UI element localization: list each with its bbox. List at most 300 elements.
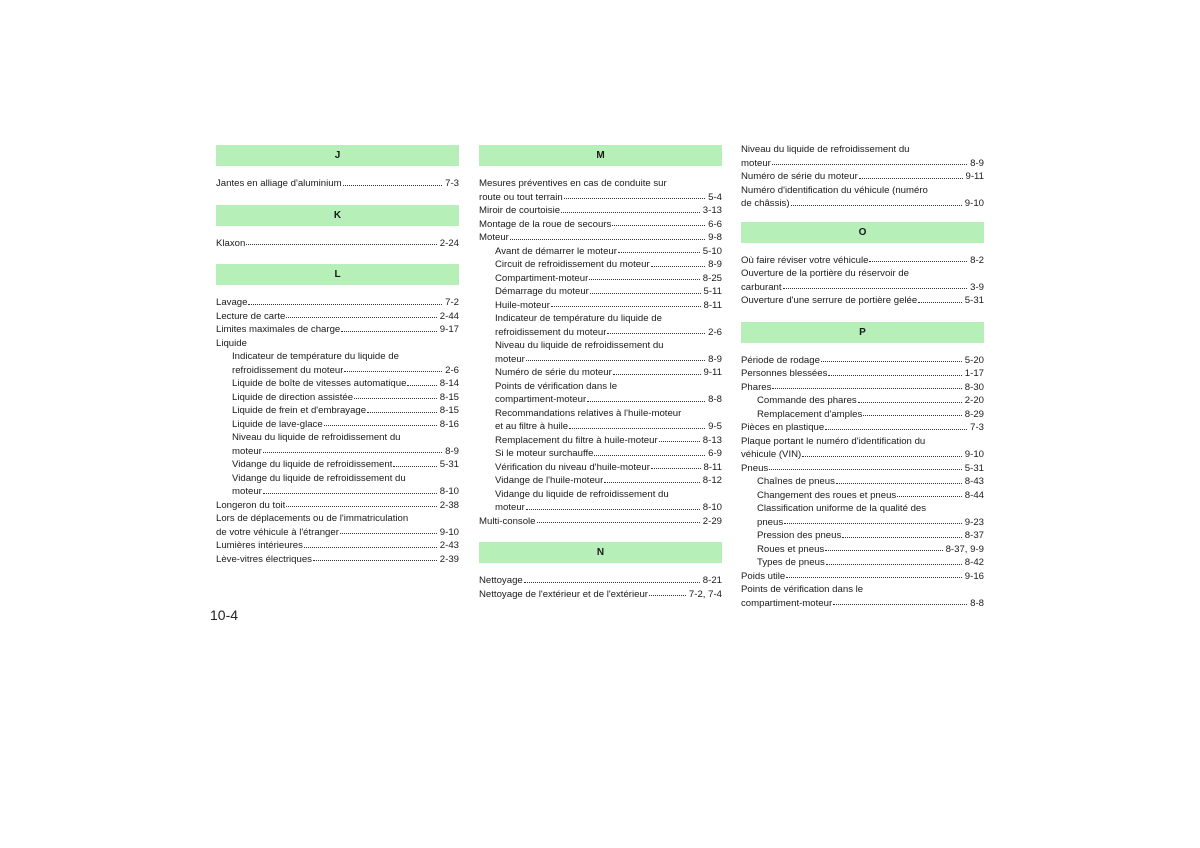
index-subentry <box>741 502 984 529</box>
entry-label: moteur <box>741 157 771 169</box>
entry-row <box>741 462 984 476</box>
dot-leader <box>367 411 437 413</box>
entry-label: Lecture de carte <box>216 310 286 322</box>
entry-row <box>757 475 984 489</box>
entry-row <box>495 420 722 434</box>
index-entry <box>216 177 459 191</box>
page-reference: 9-8 <box>708 232 722 243</box>
page-reference: 5-20 <box>964 354 984 366</box>
entry-row <box>232 458 459 472</box>
spacer <box>216 166 459 177</box>
entry-label: Liquide de frein et d'embrayage <box>232 405 367 416</box>
entry-row <box>232 418 459 432</box>
page-reference: 8-10 <box>702 502 722 513</box>
entry-text-line: Points de vérification dans le <box>495 380 618 392</box>
entry-row <box>216 539 459 553</box>
entry-label: Si le moteur surchauffe <box>495 448 594 459</box>
index-subentry <box>216 377 459 391</box>
entry-text-line: Mesures préventives en cas de conduite sur <box>479 178 667 189</box>
entry-row <box>495 501 722 515</box>
entry-row <box>741 381 984 395</box>
dot-leader <box>842 536 962 538</box>
page-reference: 8-8 <box>708 394 722 405</box>
index-entry <box>479 177 722 204</box>
entry-label: Commande des phares <box>757 395 857 406</box>
dot-leader <box>833 603 967 605</box>
section-letter-header: L <box>216 264 459 285</box>
index-subentry <box>479 245 722 259</box>
entry-label: Changement des roues et pneus <box>757 489 897 501</box>
entry-row <box>741 367 984 381</box>
page-reference: 5-31 <box>964 295 984 306</box>
entry-label: Ouverture d'une serrure de portière gelée <box>741 295 918 306</box>
entry-row <box>741 294 984 308</box>
entry-label: Période de rodage <box>741 354 820 366</box>
entry-text-line: Plaque portant le numéro d'identification du <box>741 435 926 447</box>
entry-row <box>757 394 984 408</box>
entry-label: Remplacement du filtre à huile-moteur <box>495 434 658 446</box>
entry-label: Jantes en alliage d'aluminium <box>216 178 342 189</box>
index-entry <box>741 294 984 308</box>
dot-leader <box>340 532 437 534</box>
entry-row <box>232 445 459 459</box>
page-reference: 9-10 <box>964 198 984 209</box>
entry-label: Numéro de série du moteur <box>495 367 612 378</box>
page-reference: 7-2 <box>445 297 459 308</box>
page-reference: 8-21 <box>702 575 722 586</box>
spacer <box>479 166 722 177</box>
entry-row <box>216 177 459 191</box>
entry-label: refroidissement du moteur <box>495 326 607 338</box>
page-reference: 2-24 <box>439 237 459 249</box>
index-entry <box>741 435 984 462</box>
entry-text-line: Niveau du liquide de refroidissement du <box>232 432 401 443</box>
dot-leader <box>313 559 437 561</box>
entry-row <box>495 245 722 259</box>
entry-label: Klaxon <box>216 237 246 249</box>
index-entry <box>479 231 722 245</box>
entry-row <box>479 204 722 218</box>
dot-leader <box>263 451 442 453</box>
index-entry <box>216 553 459 567</box>
entry-row <box>741 597 984 611</box>
dot-leader <box>783 287 968 289</box>
page-reference: 5-31 <box>964 462 984 474</box>
entry-label: compartiment-moteur <box>741 597 833 609</box>
entry-row <box>757 489 984 503</box>
dot-leader <box>612 224 705 226</box>
dot-leader <box>821 360 962 362</box>
index-subentry <box>479 474 722 488</box>
entry-label: Lavage <box>216 297 248 308</box>
entry-text-line: Points de vérification dans le <box>741 584 864 595</box>
dot-leader <box>564 197 705 199</box>
index-entry <box>741 267 984 294</box>
page-reference: 8-9 <box>445 445 459 457</box>
spacer <box>479 528 722 542</box>
dot-leader <box>246 243 436 245</box>
spacer <box>216 285 459 296</box>
entry-row <box>495 258 722 272</box>
section-letter-header: K <box>216 205 459 226</box>
index-subentry <box>741 556 984 570</box>
entry-label: Vidange du liquide de refroidissement <box>232 459 393 470</box>
entry-row <box>757 529 984 543</box>
index-subentry <box>479 447 722 461</box>
entry-text-line: Lors de déplacements ou de l'immatriculation <box>216 513 409 524</box>
entry-row <box>479 191 722 205</box>
dot-leader <box>589 278 699 280</box>
entry-label: de châssis) <box>741 198 790 209</box>
entry-label: Avant de démarrer le moteur <box>495 245 617 257</box>
page-reference: 9-23 <box>964 516 984 528</box>
page-number: 10-4 <box>210 607 239 623</box>
entry-label: moteur <box>495 502 525 513</box>
entry-text-line: Classification uniforme de la qualité des <box>757 503 927 514</box>
dot-leader <box>784 522 962 524</box>
entry-row <box>495 474 722 488</box>
dot-leader <box>825 428 967 430</box>
index-entry <box>216 539 459 553</box>
index-subentry <box>216 350 459 377</box>
entry-row <box>216 310 459 324</box>
index-subentry <box>216 458 459 472</box>
index-entry <box>216 499 459 513</box>
index-subentry <box>741 475 984 489</box>
dot-leader <box>618 251 700 253</box>
dot-leader <box>569 427 705 429</box>
entry-label: Pression des pneus <box>757 530 842 541</box>
dot-leader <box>859 177 963 179</box>
page-reference: 9-5 <box>708 421 722 432</box>
page-reference: 8-42 <box>964 557 984 568</box>
section-letter-header: O <box>741 222 984 243</box>
index-subentry <box>216 418 459 432</box>
dot-leader <box>510 238 705 240</box>
section-letter-header: P <box>741 322 984 343</box>
entry-text-line: Vidange du liquide de refroidissement du <box>232 472 406 484</box>
entry-row <box>741 254 984 268</box>
page-reference: 5-11 <box>703 286 722 297</box>
dot-leader <box>524 581 700 583</box>
index-entry <box>741 367 984 381</box>
entry-row <box>216 553 459 567</box>
page-reference: 2-44 <box>439 310 459 322</box>
index-entry <box>479 218 722 232</box>
page-reference: 8-8 <box>970 597 984 609</box>
page-reference: 9-17 <box>439 324 459 335</box>
spacer <box>741 308 984 322</box>
dot-leader <box>587 400 705 402</box>
entry-label: Montage de la roue de secours <box>479 218 612 230</box>
dot-leader <box>918 301 962 303</box>
entry-row <box>232 364 459 378</box>
entry-row <box>741 197 984 211</box>
section-letter-header: J <box>216 145 459 166</box>
index-subentry <box>479 299 722 313</box>
entry-label: Démarrage du moteur <box>495 286 589 297</box>
entry-row <box>495 461 722 475</box>
page-reference: 8-13 <box>702 434 722 446</box>
entry-row <box>495 272 722 286</box>
entry-row <box>216 237 459 251</box>
index-entry <box>741 354 984 368</box>
index-entry <box>479 588 722 602</box>
entry-row <box>216 499 459 513</box>
page-reference: 9-10 <box>439 526 459 538</box>
entry-row <box>741 448 984 462</box>
page-reference: 5-31 <box>439 459 459 470</box>
entry-label: moteur <box>232 445 262 457</box>
dot-leader <box>286 316 436 318</box>
entry-text-line: Niveau du liquide de refroidissement du <box>495 340 664 351</box>
spacer <box>216 226 459 237</box>
index-entry <box>216 296 459 310</box>
dot-leader <box>324 424 437 426</box>
dot-leader <box>869 260 967 262</box>
entry-label: moteur <box>232 486 262 497</box>
page-reference: 2-29 <box>702 515 722 527</box>
page-reference: 8-44 <box>964 489 984 501</box>
entry-row <box>232 485 459 499</box>
entry-text-line: Indicateur de température du liquide de <box>495 313 662 324</box>
index-entry <box>216 237 459 251</box>
entry-label: Liquide de direction assistée <box>232 391 354 403</box>
dot-leader <box>659 440 700 442</box>
entry-row <box>757 516 984 530</box>
entry-row <box>757 543 984 557</box>
page-reference: 2-43 <box>439 540 459 551</box>
dot-leader <box>613 373 701 375</box>
entry-row <box>495 366 722 380</box>
entry-row <box>741 421 984 435</box>
index-column-1 <box>216 145 459 566</box>
dot-leader <box>594 454 705 456</box>
dot-leader <box>802 455 962 457</box>
entry-label: Compartiment-moteur <box>495 272 589 284</box>
entry-label: moteur <box>495 353 525 365</box>
dot-leader <box>769 468 962 470</box>
entry-label: Phares <box>741 381 772 393</box>
dot-leader <box>826 563 962 565</box>
entry-label: Pneus <box>741 462 769 474</box>
dot-leader <box>836 482 962 484</box>
entry-row <box>479 588 722 602</box>
page-reference: 2-6 <box>708 326 722 338</box>
index-entry <box>216 310 459 324</box>
index-subentry <box>479 339 722 366</box>
entry-label: Miroir de courtoisie <box>479 205 561 216</box>
entry-row <box>216 296 459 310</box>
dot-leader <box>263 492 437 494</box>
spacer <box>216 250 459 264</box>
dot-leader <box>561 211 700 213</box>
page-reference: 9-16 <box>964 570 984 582</box>
entry-row <box>741 281 984 295</box>
entry-row <box>232 391 459 405</box>
page-reference: 8-15 <box>439 391 459 403</box>
index-entry <box>479 204 722 218</box>
page-reference: 6-6 <box>708 218 722 230</box>
dot-leader <box>304 546 437 548</box>
entry-text-line: Numéro d'identification du véhicule (numéro <box>741 184 928 196</box>
entry-text-line: Indicateur de température du liquide de <box>232 351 399 362</box>
entry-label: Longeron du toit <box>216 499 286 511</box>
entry-label: Nettoyage de l'extérieur et de l'extérieur <box>479 588 648 600</box>
dot-leader <box>407 384 436 386</box>
entry-label: Poids utile <box>741 570 786 582</box>
page-reference: 8-14 <box>439 378 459 389</box>
entry-row <box>479 574 722 588</box>
index-entry <box>741 462 984 476</box>
entry-label: Types de pneus <box>757 557 825 568</box>
entry-row <box>495 447 722 461</box>
dot-leader <box>393 465 436 467</box>
entry-label: et au filtre à huile <box>495 421 569 432</box>
page-reference: 8-11 <box>703 299 722 311</box>
page-reference: 8-11 <box>703 461 722 473</box>
entry-text-line: Recommandations relatives à l'huile-moteur <box>495 407 682 419</box>
index-subentry <box>479 380 722 407</box>
dot-leader <box>828 374 961 376</box>
page-reference: 9-11 <box>965 171 984 182</box>
dot-leader <box>286 505 436 507</box>
entry-label: Nettoyage <box>479 575 523 586</box>
page-reference: 7-3 <box>445 178 459 189</box>
entry-row <box>741 157 984 171</box>
index-entry <box>741 381 984 395</box>
index-column-2 <box>479 145 722 601</box>
entry-row <box>479 231 722 245</box>
index-subentry <box>741 529 984 543</box>
entry-label: Remplacement d'amples <box>757 408 863 420</box>
dot-leader <box>651 265 705 267</box>
entry-label: de votre véhicule à l'étranger <box>216 526 339 538</box>
entry-label: Multi-console <box>479 515 536 527</box>
page-reference: 8-12 <box>702 475 722 486</box>
page-reference: 3-9 <box>970 281 984 293</box>
page-reference: 8-10 <box>439 486 459 497</box>
dot-leader <box>343 184 443 186</box>
page-reference: 2-38 <box>439 499 459 511</box>
entry-label: route ou tout terrain <box>479 191 563 203</box>
entry-row <box>216 337 459 351</box>
entry-row <box>757 408 984 422</box>
entry-label: Personnes blessées <box>741 368 828 379</box>
section-letter-header: N <box>479 542 722 563</box>
entry-label: Numéro de série du moteur <box>741 171 858 182</box>
dot-leader <box>537 521 700 523</box>
index-subentry <box>479 258 722 272</box>
dot-leader <box>863 414 962 416</box>
dot-leader <box>786 576 962 578</box>
entry-row <box>495 326 722 340</box>
index-entry <box>479 515 722 529</box>
dot-leader <box>607 332 705 334</box>
dot-leader <box>551 305 701 307</box>
dot-leader <box>354 397 437 399</box>
dot-leader <box>825 549 942 551</box>
index-entry <box>741 570 984 584</box>
page-reference: 8-9 <box>970 157 984 169</box>
page-reference: 3-13 <box>702 205 722 216</box>
page-reference: 2-39 <box>439 553 459 565</box>
index-entry <box>479 574 722 588</box>
index-subentry <box>216 431 459 458</box>
index-subentry <box>479 285 722 299</box>
entry-text-line: Niveau du liquide de refroidissement du <box>741 144 910 155</box>
dot-leader <box>791 204 962 206</box>
entry-label: Où faire réviser votre véhicule <box>741 254 869 266</box>
entry-row <box>741 170 984 184</box>
dot-leader <box>772 163 967 165</box>
page-reference: 8-30 <box>964 381 984 393</box>
entry-row <box>216 526 459 540</box>
index-entry <box>741 143 984 170</box>
index-entry <box>741 170 984 184</box>
page-reference: 1-17 <box>964 368 984 379</box>
entry-label: Lumières intérieures <box>216 540 303 551</box>
index-column-3 <box>741 143 984 610</box>
entry-label: Liquide <box>216 337 247 349</box>
page-reference: 8-15 <box>439 405 459 416</box>
entry-label: Moteur <box>479 232 509 243</box>
dot-leader <box>651 467 701 469</box>
entry-text-line: Vidange du liquide de refroidissement du <box>495 488 669 500</box>
entry-label: Limites maximales de charge <box>216 324 341 335</box>
index-subentry <box>479 488 722 515</box>
dot-leader <box>344 370 442 372</box>
dot-leader <box>897 495 962 497</box>
dot-leader <box>604 481 699 483</box>
page-reference: 8-9 <box>708 259 722 270</box>
entry-label: refroidissement du moteur <box>232 364 344 376</box>
entry-label: pneus <box>757 516 784 528</box>
page-reference: 9-11 <box>703 367 722 378</box>
entry-label: Vérification du niveau d'huile-moteur <box>495 461 650 473</box>
entry-label: Lève-vitres électriques <box>216 553 312 565</box>
page-reference: 5-4 <box>708 191 722 203</box>
page-reference: 2-20 <box>964 395 984 406</box>
entry-row <box>757 556 984 570</box>
entry-label: Pièces en plastique <box>741 422 825 433</box>
spacer <box>741 243 984 254</box>
dot-leader <box>526 359 705 361</box>
entry-label: Huile-moteur <box>495 299 550 311</box>
page-reference: 8-37 <box>964 530 984 541</box>
page-reference: 8-16 <box>439 418 459 430</box>
index-entry <box>216 337 459 351</box>
entry-row <box>495 393 722 407</box>
index-subentry <box>479 434 722 448</box>
page-reference: 6-9 <box>708 448 722 459</box>
dot-leader <box>772 387 961 389</box>
spacer <box>741 211 984 222</box>
index-entry <box>741 184 984 211</box>
page-reference: 8-2 <box>970 254 984 266</box>
spacer <box>216 191 459 205</box>
entry-row <box>495 434 722 448</box>
page-reference: 8-37, 9-9 <box>945 543 984 555</box>
index-subentry <box>216 472 459 499</box>
entry-row <box>495 299 722 313</box>
dot-leader <box>526 508 700 510</box>
index-subentry <box>479 272 722 286</box>
dot-leader <box>341 330 437 332</box>
entry-row <box>741 354 984 368</box>
entry-row <box>479 515 722 529</box>
dot-leader <box>649 594 686 596</box>
